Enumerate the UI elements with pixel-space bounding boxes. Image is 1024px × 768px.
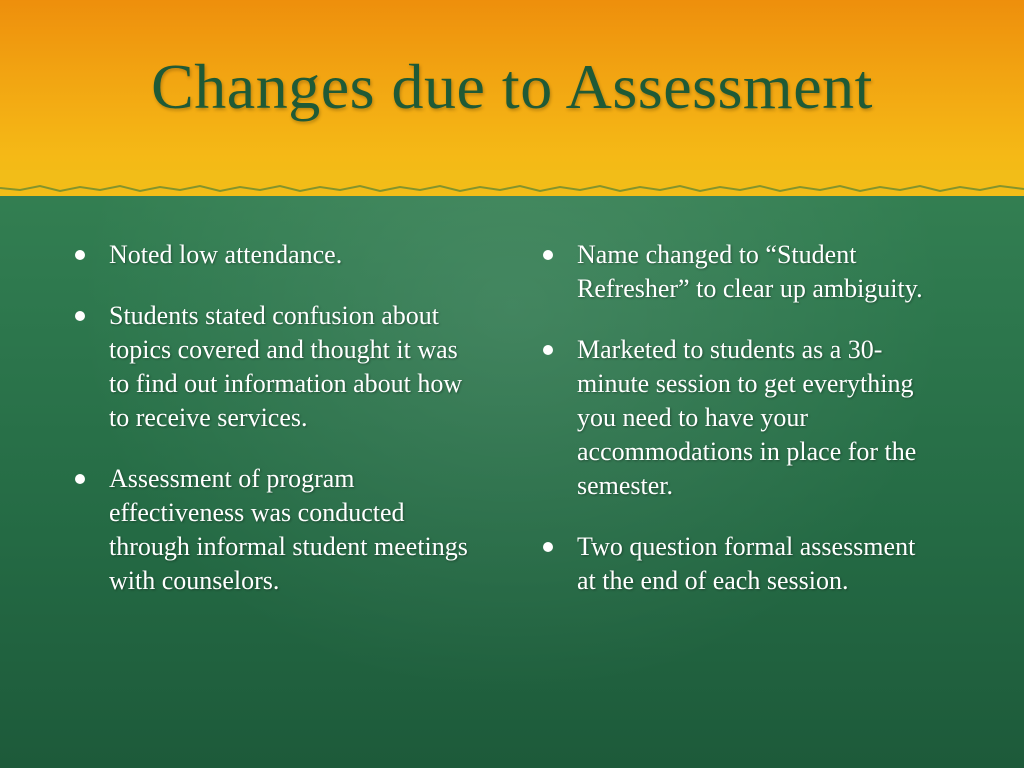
bullet-dot-icon <box>75 250 85 260</box>
slide-title: Changes due to Assessment <box>151 51 873 122</box>
right-bullet-list <box>540 238 940 625</box>
bullet-item <box>540 333 940 503</box>
bullet-item <box>72 462 472 598</box>
bullet-item <box>72 299 472 435</box>
bullet-dot-icon <box>543 345 553 355</box>
bullet-text: Assessment of program effectiveness was conducted through informal student meetings with counselors. <box>109 464 468 595</box>
bullet-text: Two question formal assessment at the end of each session. <box>577 532 916 595</box>
bullet-text: Students stated confusion about topics covered and thought it was to find out information about how to receive services. <box>109 301 463 432</box>
bullet-item <box>72 238 472 272</box>
left-bullet-list <box>72 238 472 625</box>
bullet-dot-icon <box>75 474 85 484</box>
bullet-text: Noted low attendance. <box>109 240 343 269</box>
bullet-text: Marketed to students as a 30-minute session to get everything you need to have your accommodations in place for the semester. <box>577 335 917 500</box>
bullet-item <box>540 238 940 306</box>
bullet-dot-icon <box>543 542 553 552</box>
bullet-text: Name changed to “Student Refresher” to clear up ambiguity. <box>577 240 923 303</box>
torn-edge-divider <box>0 170 1024 200</box>
bullet-dot-icon <box>75 311 85 321</box>
bullet-item <box>540 530 940 598</box>
bullet-dot-icon <box>543 250 553 260</box>
